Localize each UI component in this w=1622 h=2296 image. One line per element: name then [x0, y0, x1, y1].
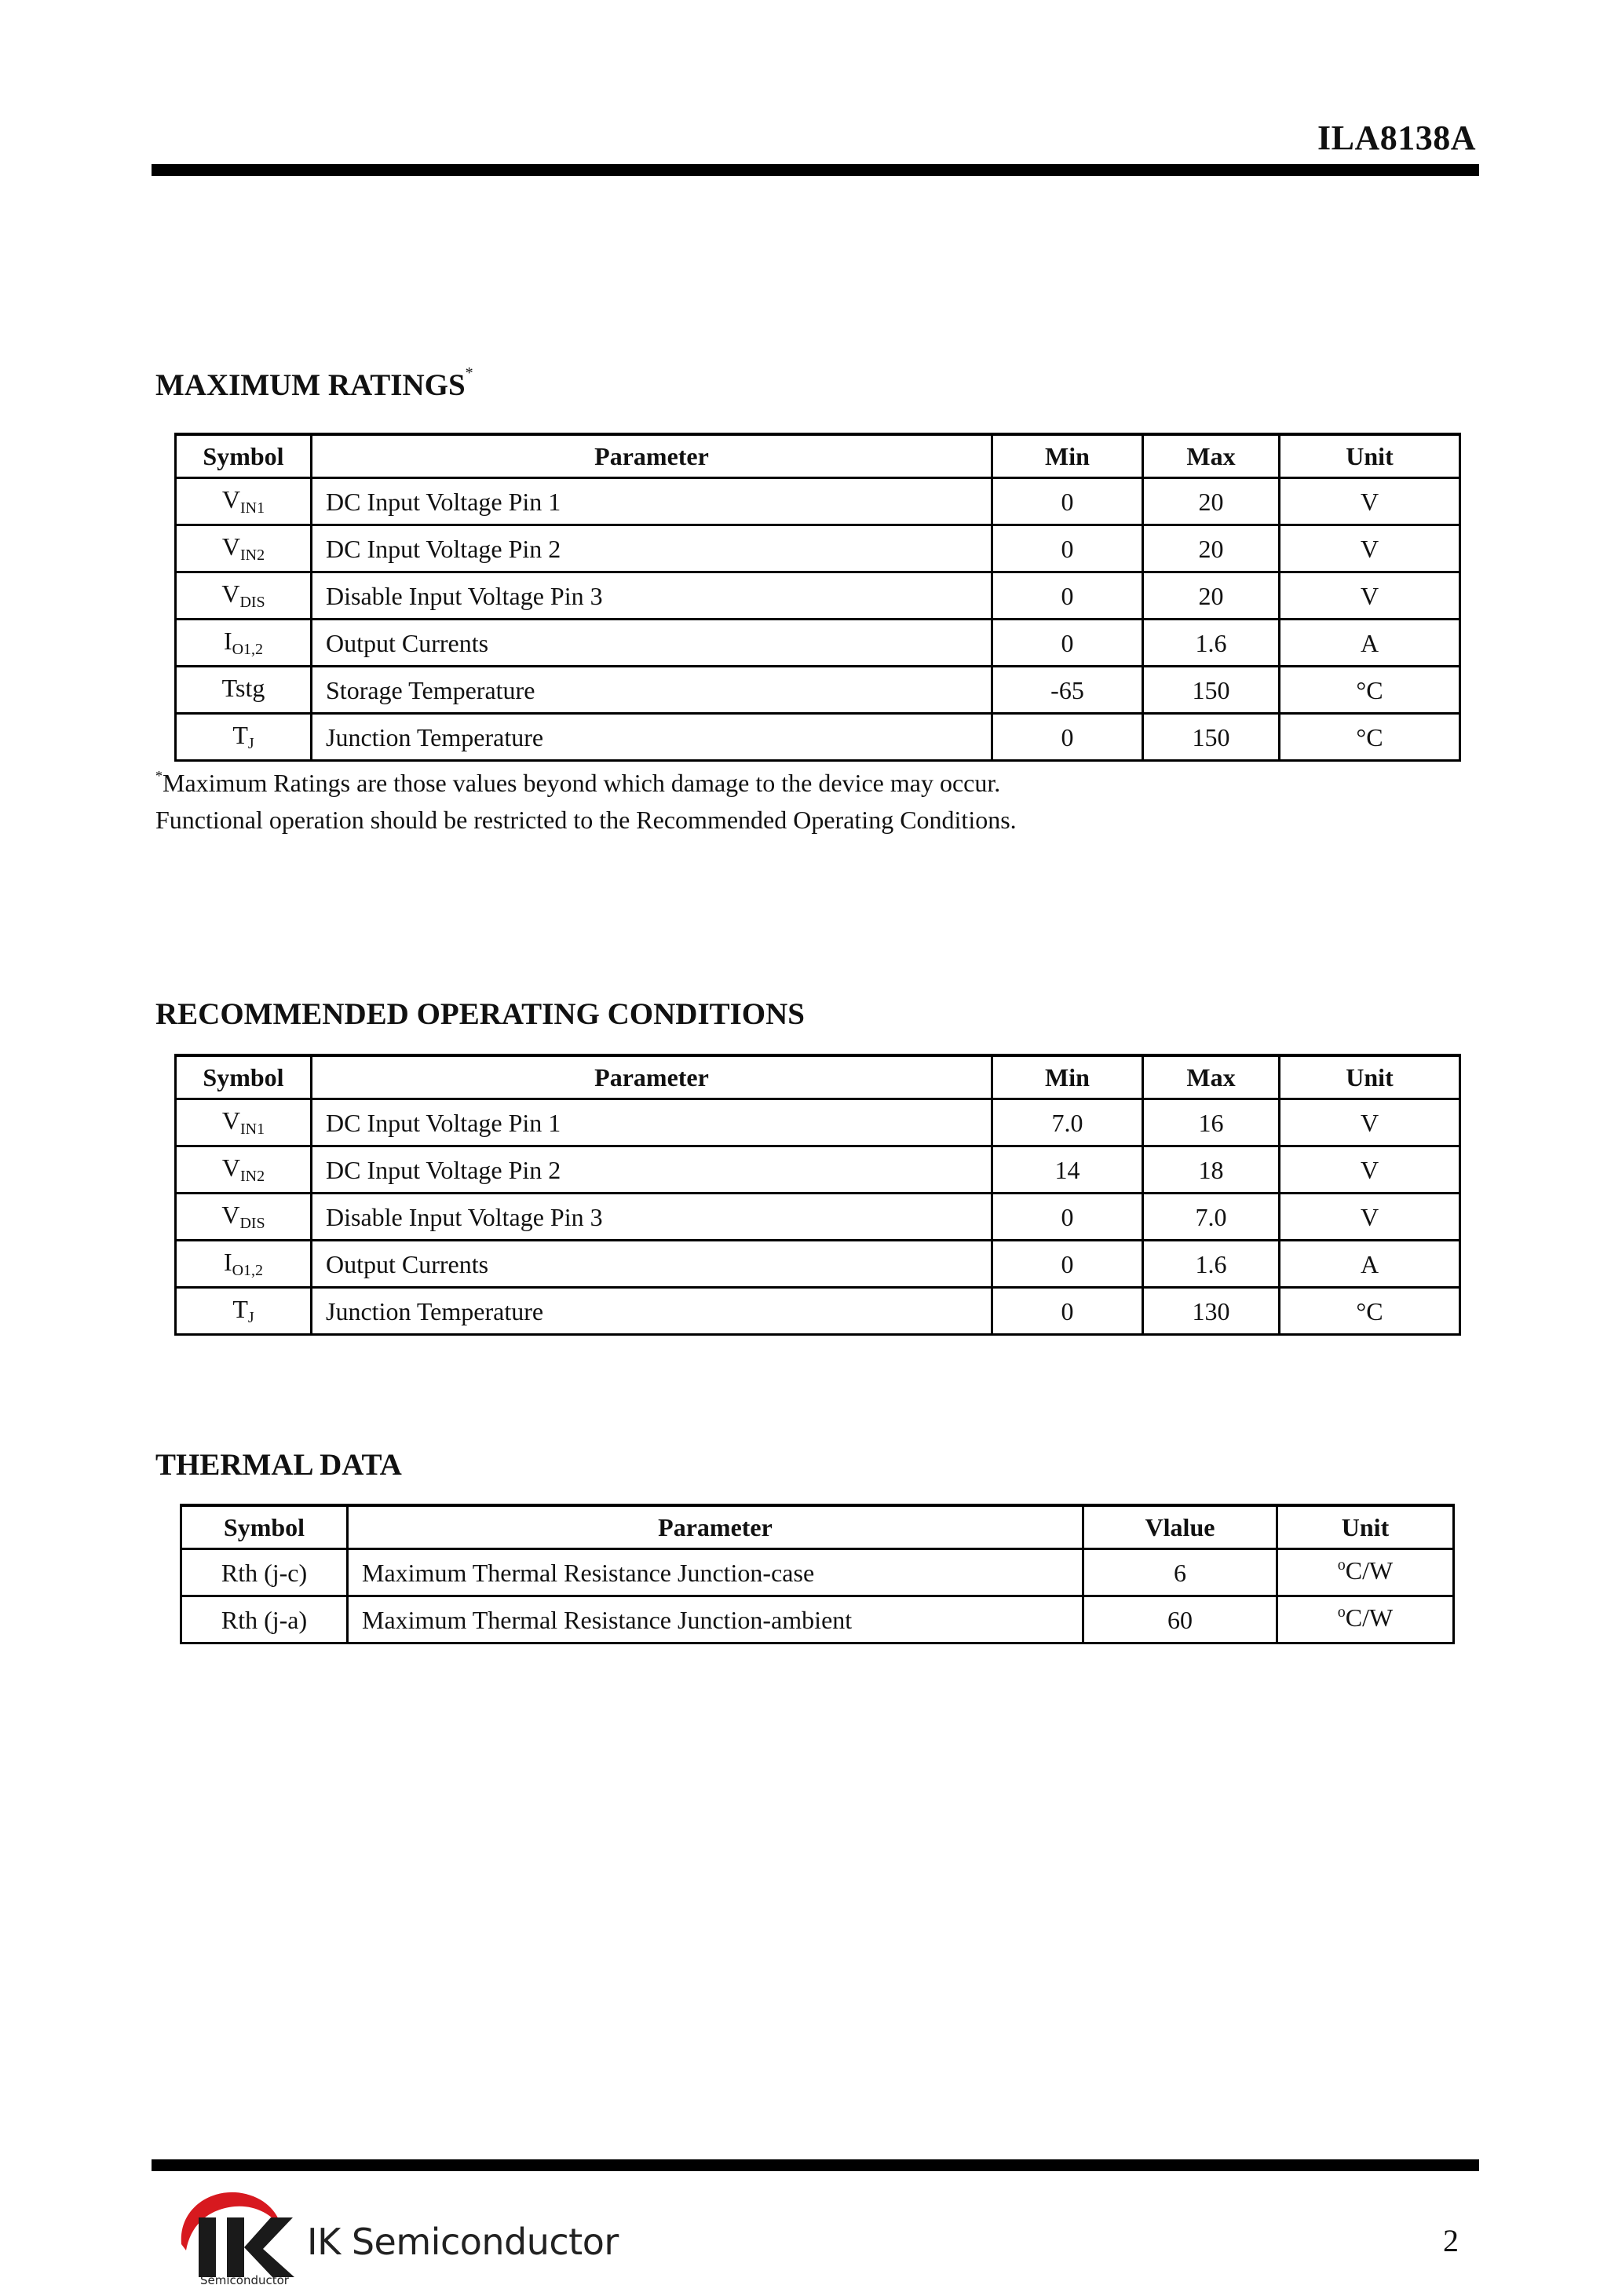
- recommended-table: [174, 1054, 1461, 1336]
- parameter-cell: DC Input Voltage Pin 2: [312, 1146, 992, 1194]
- table-header-row: [181, 1505, 1454, 1549]
- unit-cell: V: [1280, 1099, 1460, 1146]
- table-header-row: [176, 434, 1460, 478]
- unit-cell: V: [1280, 1194, 1460, 1241]
- max-cell: 16: [1143, 1099, 1280, 1146]
- col-header-symbol: Symbol: [181, 1505, 348, 1549]
- value-cell: 60: [1083, 1596, 1277, 1643]
- max-cell: 1.6: [1143, 620, 1280, 667]
- min-cell: 0: [992, 525, 1143, 572]
- symbol-cell: $V_{IN2}$: [176, 1146, 312, 1194]
- max-cell: 7.0: [1143, 1194, 1280, 1241]
- parameter-cell: DC Input Voltage Pin 1: [312, 478, 992, 525]
- col-header-value: Vlalue: [1083, 1505, 1277, 1549]
- table-row: [176, 1146, 1460, 1194]
- part-number: ILA8138A: [1317, 119, 1476, 157]
- min-cell: 0: [992, 572, 1143, 620]
- parameter-cell: Maximum Thermal Resistance Junction-case: [348, 1549, 1083, 1596]
- max-cell: 150: [1143, 667, 1280, 714]
- table-row: [176, 620, 1460, 667]
- table-row: [176, 1194, 1460, 1241]
- footnote-line-2: Functional operation should be restricted to the Recommended Operating Conditions.: [155, 806, 1017, 834]
- logo-subtext: Semiconductor: [200, 2273, 289, 2287]
- table-row: [176, 1288, 1460, 1335]
- value-cell: 6: [1083, 1549, 1277, 1596]
- unit-cell: V: [1280, 478, 1460, 525]
- symbol-cell: $T_J$: [176, 1288, 312, 1335]
- table-row: [176, 667, 1460, 714]
- col-header-symbol: Symbol: [176, 434, 312, 478]
- footer-rule: [152, 2159, 1479, 2171]
- parameter-cell: DC Input Voltage Pin 2: [312, 525, 992, 572]
- table-row: [181, 1549, 1454, 1596]
- symbol-cell: Rth (j-a): [181, 1596, 348, 1643]
- col-header-unit: Unit: [1277, 1505, 1454, 1549]
- min-cell: 0: [992, 1194, 1143, 1241]
- table-row: [176, 714, 1460, 761]
- min-cell: 0: [992, 1241, 1143, 1288]
- parameter-cell: Output Currents: [312, 620, 992, 667]
- symbol-cell: $V_{IN1}$: [176, 478, 312, 525]
- min-cell: 0: [992, 478, 1143, 525]
- max-ratings-table: [174, 433, 1461, 762]
- col-header-unit: Unit: [1280, 434, 1460, 478]
- table-row: [181, 1596, 1454, 1643]
- parameter-cell: Junction Temperature: [312, 1288, 992, 1335]
- min-cell: 7.0: [992, 1099, 1143, 1146]
- symbol-cell: Tstg: [176, 667, 312, 714]
- max-cell: 150: [1143, 714, 1280, 761]
- table-row: [176, 1241, 1460, 1288]
- min-cell: -65: [992, 667, 1143, 714]
- unit-cell: °C: [1280, 667, 1460, 714]
- unit-cell: $^o$C/W: [1277, 1596, 1454, 1643]
- parameter-cell: DC Input Voltage Pin 1: [312, 1099, 992, 1146]
- max-cell: 18: [1143, 1146, 1280, 1194]
- col-header-max: Max: [1143, 434, 1280, 478]
- parameter-cell: Output Currents: [312, 1241, 992, 1288]
- table-row: [176, 478, 1460, 525]
- max-cell: 1.6: [1143, 1241, 1280, 1288]
- symbol-cell: $I_{O1,2}$: [176, 620, 312, 667]
- symbol-cell: $V_{DIS}$: [176, 572, 312, 620]
- unit-cell: $^o$C/W: [1277, 1549, 1454, 1596]
- table-row: [176, 525, 1460, 572]
- col-header-max: Max: [1143, 1055, 1280, 1099]
- parameter-cell: Maximum Thermal Resistance Junction-ambient: [348, 1596, 1083, 1643]
- min-cell: 0: [992, 620, 1143, 667]
- max-cell: 20: [1143, 572, 1280, 620]
- unit-cell: °C: [1280, 1288, 1460, 1335]
- parameter-cell: Disable Input Voltage Pin 3: [312, 572, 992, 620]
- unit-cell: A: [1280, 620, 1460, 667]
- col-header-unit: Unit: [1280, 1055, 1460, 1099]
- col-header-parameter: Parameter: [312, 434, 992, 478]
- symbol-cell: $V_{IN2}$: [176, 525, 312, 572]
- col-header-min: Min: [992, 434, 1143, 478]
- thermal-title: THERMAL DATA: [155, 1448, 402, 1482]
- table-row: [176, 1099, 1460, 1146]
- col-header-min: Min: [992, 1055, 1143, 1099]
- footnote-mark: *: [155, 768, 163, 784]
- symbol-cell: $T_J$: [176, 714, 312, 761]
- thermal-table: [180, 1504, 1455, 1644]
- parameter-cell: Storage Temperature: [312, 667, 992, 714]
- col-header-parameter: Parameter: [348, 1505, 1083, 1549]
- company-logo: [167, 2183, 619, 2293]
- recommended-title: RECOMMENDED OPERATING CONDITIONS: [155, 997, 805, 1031]
- header-rule: [152, 164, 1479, 176]
- symbol-cell: $I_{O1,2}$: [176, 1241, 312, 1288]
- footnote-line-1: *Maximum Ratings are those values beyond which damage to the device may occur.: [155, 768, 1001, 797]
- col-header-symbol: Symbol: [176, 1055, 312, 1099]
- max-ratings-title-mark: *: [465, 364, 473, 382]
- table-row: [176, 572, 1460, 620]
- max-cell: 20: [1143, 525, 1280, 572]
- max-cell: 20: [1143, 478, 1280, 525]
- min-cell: 0: [992, 714, 1143, 761]
- unit-cell: V: [1280, 572, 1460, 620]
- symbol-cell: Rth (j-c): [181, 1549, 348, 1596]
- unit-cell: °C: [1280, 714, 1460, 761]
- parameter-cell: Junction Temperature: [312, 714, 992, 761]
- max-cell: 130: [1143, 1288, 1280, 1335]
- col-header-parameter: Parameter: [312, 1055, 992, 1099]
- parameter-cell: Disable Input Voltage Pin 3: [312, 1194, 992, 1241]
- min-cell: 14: [992, 1146, 1143, 1194]
- table-header-row: [176, 1055, 1460, 1099]
- max-ratings-title: MAXIMUM RATINGS*: [155, 364, 473, 402]
- unit-cell: A: [1280, 1241, 1460, 1288]
- unit-cell: V: [1280, 525, 1460, 572]
- unit-cell: V: [1280, 1146, 1460, 1194]
- min-cell: 0: [992, 1288, 1143, 1335]
- symbol-cell: $V_{DIS}$: [176, 1194, 312, 1241]
- page-number: 2: [1443, 2223, 1459, 2258]
- max-ratings-footnote: [155, 766, 1017, 836]
- company-name: IK Semiconductor: [307, 2221, 619, 2263]
- symbol-cell: $V_{IN1}$: [176, 1099, 312, 1146]
